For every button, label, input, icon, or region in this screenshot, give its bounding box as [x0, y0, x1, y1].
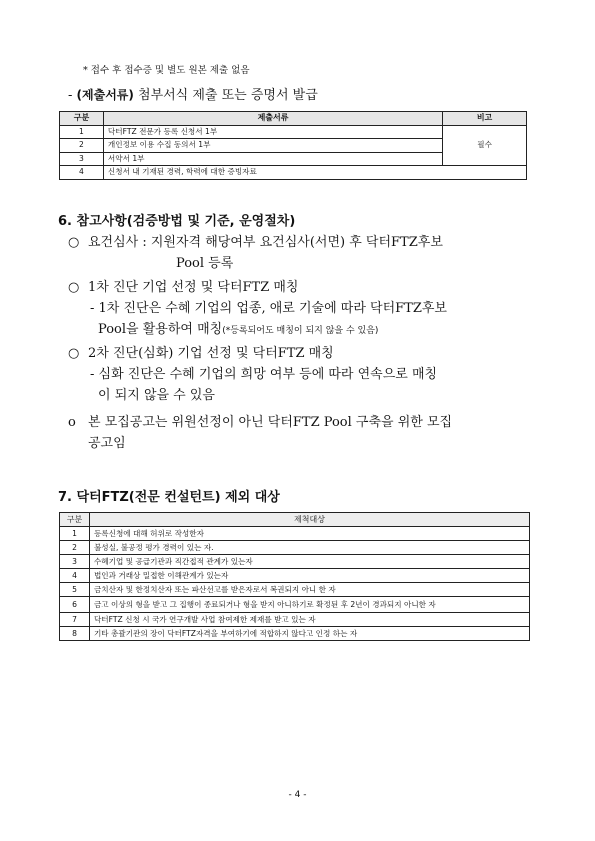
page-number: - 4 -: [288, 790, 307, 800]
row-text: 법인과 거래상 밀접한 이해관계가 있는자: [89, 569, 529, 583]
row-number: 3: [60, 152, 104, 166]
list-item-text: 본 모집공고는 위원선정이 아닌 닥터FTZ Pool 구축을 위한 모집: [88, 415, 453, 430]
row-text: 닥터FTZ 신청 시 국가 연구개발 사업 참여제한 제재를 받고 있는 자: [89, 613, 529, 627]
table-row: [60, 583, 530, 597]
table-row: [60, 125, 527, 139]
section-7-title: 7. 닥터FTZ(전문 컨설턴트) 제외 대상: [58, 490, 280, 505]
section-6-title: 6. 참고사항(검증방법 및 기준, 운영절차): [58, 214, 296, 229]
row-number: 2: [60, 541, 90, 555]
sub-item-note: (*등록되어도 매칭이 되지 않을 수 있음): [222, 326, 379, 336]
sub-item-text: Pool을 활용하여 매칭: [98, 322, 223, 337]
row-text: 금고 이상의 형을 받고 그 집행이 종료되거나 형을 받지 아니하기로 확정된 후 2년이 경과되지 아니한 자: [89, 597, 529, 613]
row-document: 닥터FTZ 전문가 등록 신청서 1부: [103, 125, 442, 139]
row-number: 3: [60, 555, 90, 569]
bullet: ○: [68, 235, 80, 250]
list-item: [68, 233, 443, 253]
documents-heading-rest: 첨부서식 제출 또는 증명서 발급: [133, 88, 318, 103]
row-text: 불성실, 불공정 평가 경력이 있는 자.: [89, 541, 529, 555]
row-text: 등록신청에 대해 허위로 작성한자: [89, 527, 529, 541]
row-text: 수혜기업 및 공급기관과 직간접적 관계가 있는자: [89, 555, 529, 569]
list-item-continuation: 공고임: [88, 436, 126, 451]
list-item-text: 1차 진단 기업 선정 및 닥터FTZ 매칭: [88, 280, 299, 295]
row-number: 1: [60, 125, 104, 139]
row-number: 8: [60, 627, 90, 641]
exclusion-table: [59, 512, 530, 641]
list-item: [68, 278, 299, 298]
bullet: o: [68, 415, 76, 430]
row-document: 서약서 1부: [103, 152, 442, 166]
row-number: 7: [60, 613, 90, 627]
header-remark: 비고: [443, 112, 527, 126]
exclusion-table-header: [60, 513, 530, 527]
list-item-text: 2차 진단(심화) 기업 선정 및 닥터FTZ 매칭: [88, 346, 334, 361]
header-category: 구분: [60, 513, 90, 527]
list-item-continuation: Pool 등록: [176, 256, 234, 271]
documents-heading: [68, 84, 318, 103]
table-row: [60, 613, 530, 627]
documents-table-header: [60, 112, 527, 126]
list-item-text: 요건심사 : 지원자격 해당여부 요건심사(서면) 후 닥터FTZ후보: [88, 235, 443, 250]
documents-heading-prefix: -: [68, 88, 77, 103]
row-text: 금치산자 및 한정치산자 또는 파산선고를 받은자로서 복권되지 아니 한 자: [89, 583, 529, 597]
documents-table: [59, 111, 527, 180]
row-number: 4: [60, 569, 90, 583]
documents-heading-bold: (제출서류): [76, 88, 134, 102]
row-number: 4: [60, 166, 104, 180]
submission-note: * 접수 후 접수증 및 별도 원본 제출 없음: [83, 65, 250, 76]
sub-item: - 심화 진단은 수혜 기업의 희망 여부 등에 따라 연속으로 매칭: [90, 367, 438, 382]
row-text: 기타 총괄기관의 장이 닥터FTZ자격을 부여하기에 적합하지 않다고 인정 하는 자: [89, 627, 529, 641]
sub-item-continuation: 이 되지 않을 수 있음: [98, 388, 215, 403]
row-number: 5: [60, 583, 90, 597]
bullet: ○: [68, 280, 80, 295]
row-number: 1: [60, 527, 90, 541]
header-exclusion: 제척대상: [89, 513, 529, 527]
row-document: 개인정보 이용 수집 동의서 1부: [103, 139, 442, 153]
row-number: 2: [60, 139, 104, 153]
header-document: 제출서류: [103, 112, 442, 126]
table-row: [60, 166, 527, 180]
table-row: [60, 541, 530, 555]
sub-item-continuation: [98, 320, 378, 341]
list-item: [68, 344, 334, 364]
table-row: [60, 597, 530, 613]
header-category: 구분: [60, 112, 104, 126]
sub-item: - 1차 진단은 수혜 기업의 업종, 애로 기술에 따라 닥터FTZ후보: [90, 301, 447, 316]
table-row: [60, 555, 530, 569]
list-item: [68, 413, 452, 433]
table-row: [60, 527, 530, 541]
row-number: 6: [60, 597, 90, 613]
table-row: [60, 569, 530, 583]
table-row: [60, 627, 530, 641]
row-document: 신청서 내 기재된 경력, 학력에 대한 증빙자료: [103, 166, 526, 180]
bullet: ○: [68, 346, 80, 361]
remark-cell: 필수: [443, 125, 527, 166]
